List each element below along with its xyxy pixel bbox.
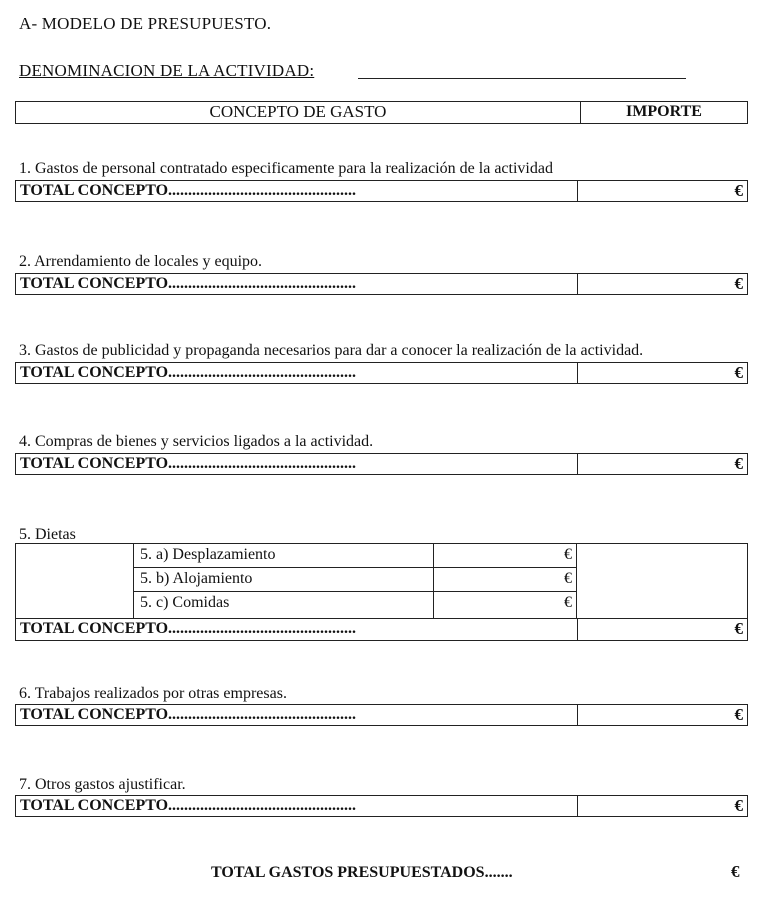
item-label: 3. Gastos de publicidad y propaganda necesarios para dar a conocer la realización de la actividad. (19, 342, 644, 359)
document-title: A- MODELO DE PRESUPUESTO. (19, 14, 272, 33)
item-label: 2. Arrendamiento de locales y equipo. (19, 253, 263, 270)
total-amount-field[interactable] (578, 454, 747, 474)
item-label: 7. Otros gastos ajustificar. (19, 776, 186, 793)
euro-sign: € (564, 594, 572, 611)
subitem-label: 5. a) Desplazamiento (134, 544, 434, 567)
total-row-6 (15, 704, 748, 726)
grand-total-euro: € (731, 862, 740, 881)
subitem-label: 5. c) Comidas (134, 592, 434, 618)
total-concept-label: TOTAL CONCEPTO............................................... (16, 705, 578, 725)
euro-sign: € (734, 181, 743, 200)
total-concept-label: TOTAL CONCEPTO............................................... (16, 454, 578, 474)
total-concept-label: TOTAL CONCEPTO............................................... (16, 619, 578, 640)
euro-sign: € (734, 705, 743, 724)
item-label: 1. Gastos de personal contratado especificamente para la realización de la actividad (19, 160, 553, 177)
euro-sign: € (734, 274, 743, 293)
total-amount-field[interactable] (578, 274, 747, 294)
activity-label: DENOMINACION DE LA ACTIVIDAD: (19, 61, 315, 80)
total-concept-label: TOTAL CONCEPTO............................................... (16, 363, 578, 383)
euro-sign: € (734, 796, 743, 815)
grand-total-label: TOTAL GASTOS PRESUPUESTADOS....... (211, 864, 513, 881)
total-row-5 (16, 618, 747, 640)
item-label: 5. Dietas (19, 526, 76, 543)
header-concept: CONCEPTO DE GASTO (16, 102, 581, 123)
dietas-table (15, 543, 748, 641)
item-label: 6. Trabajos realizados por otras empresas. (19, 685, 287, 702)
total-row-3 (15, 362, 748, 384)
total-amount-field[interactable] (578, 619, 747, 640)
total-row-2 (15, 273, 748, 295)
total-row-7 (15, 795, 748, 817)
total-concept-label: TOTAL CONCEPTO............................................... (16, 274, 578, 294)
total-amount-field[interactable] (578, 363, 747, 383)
subitem-row (134, 592, 577, 618)
euro-sign: € (564, 546, 572, 563)
activity-name-field[interactable] (358, 78, 686, 79)
total-amount-field[interactable] (578, 796, 747, 816)
euro-sign: € (734, 619, 743, 638)
total-amount-field[interactable] (578, 705, 747, 725)
total-concept-label: TOTAL CONCEPTO............................................... (16, 181, 578, 201)
subitem-amount-field[interactable] (434, 568, 577, 591)
subitem-label: 5. b) Alojamiento (134, 568, 434, 591)
euro-sign: € (734, 454, 743, 473)
subitem-row (134, 544, 577, 568)
subitem-row (134, 568, 577, 592)
subitem-amount-field[interactable] (434, 544, 577, 567)
subitem-amount-field[interactable] (434, 592, 577, 618)
total-amount-field[interactable] (578, 181, 747, 201)
table-header (15, 101, 748, 124)
total-row-4 (15, 453, 748, 475)
header-amount: IMPORTE (626, 103, 702, 120)
total-concept-label: TOTAL CONCEPTO............................................... (16, 796, 578, 816)
euro-sign: € (564, 570, 572, 587)
item-label: 4. Compras de bienes y servicios ligados a la actividad. (19, 433, 374, 450)
total-row-1 (15, 180, 748, 202)
dietas-spacer (16, 544, 134, 618)
euro-sign: € (734, 363, 743, 382)
